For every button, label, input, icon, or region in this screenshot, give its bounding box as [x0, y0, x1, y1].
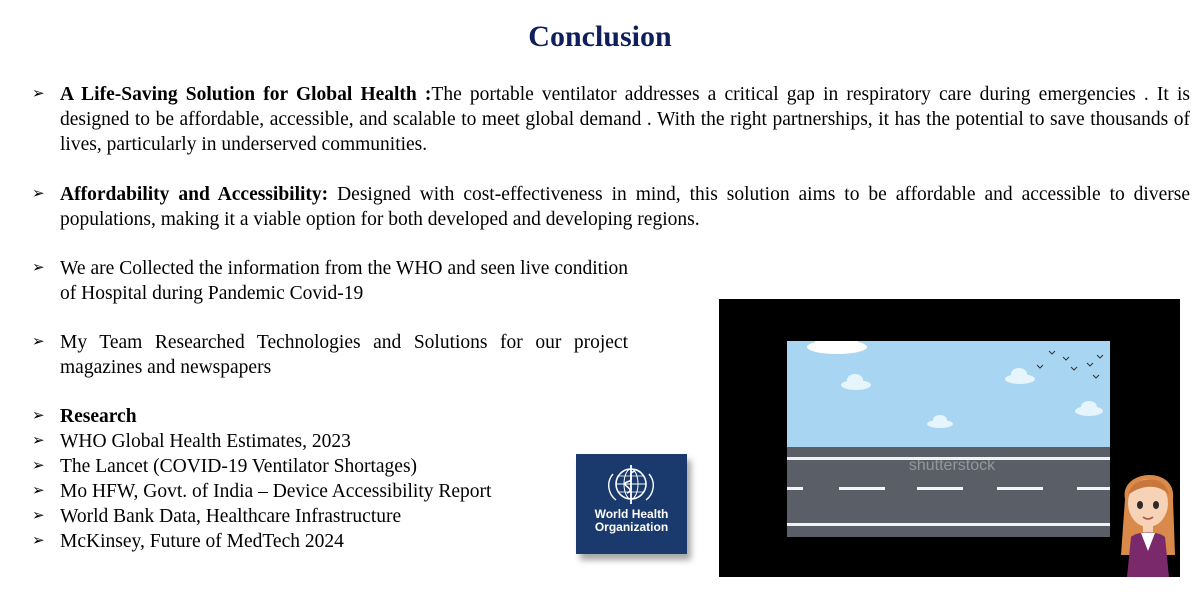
video-player[interactable]: [719, 299, 1180, 577]
bullet-life-saving: [32, 82, 1190, 157]
arrow-bullet-icon: ➢: [32, 483, 45, 499]
arrow-bullet-icon: ➢: [32, 408, 45, 424]
who-logo-text: [576, 508, 687, 534]
cartoon-girl-icon: [1117, 459, 1179, 577]
cloud-icon: [1073, 401, 1105, 417]
research-item: [32, 529, 592, 554]
arrow-bullet-icon: ➢: [32, 334, 45, 350]
animation-scene: [787, 341, 1110, 537]
road-dash: [1077, 487, 1110, 490]
bullet-heading: Affordability and Accessibility:: [60, 184, 329, 205]
research-item-text: McKinsey, Future of MedTech 2024: [60, 531, 344, 552]
research-item-text: Mo HFW, Govt. of India – Device Accessibility Report: [60, 481, 492, 502]
research-item: [32, 454, 592, 479]
road-edge-line: [787, 523, 1110, 526]
research-item: [32, 429, 592, 454]
road-dash: [917, 487, 963, 490]
research-heading: Research: [60, 406, 137, 427]
arrow-bullet-icon: ➢: [32, 260, 45, 276]
bullet-text: Designed with cost-effectiveness in mind, this solution aims to be affordable and accessible to diverse populations, making it a viable option for both developed and developing regions.: [60, 184, 1190, 230]
video-watermark: shutterstock: [908, 457, 996, 474]
birds-icon: [1027, 343, 1107, 379]
bullet-text: The portable ventilator addresses a critical gap in respiratory care during emergencies . It is designed to be affordable, accessible, and scalable to meet global demand . With the right partnerships, it has the potential to save thousands of lives, particularly in underserved communities.: [60, 84, 1191, 155]
research-list: [32, 404, 592, 554]
road-dash: [997, 487, 1043, 490]
bullet-affordability: [32, 182, 1190, 232]
research-item-text: The Lancet (COVID-19 Ventilator Shortages): [60, 456, 418, 477]
who-logo: [576, 454, 687, 554]
bullet-heading: A Life-Saving Solution for Global Health :: [60, 84, 432, 105]
research-item: [32, 504, 592, 529]
arrow-bullet-icon: ➢: [32, 433, 45, 449]
road-dash: [839, 487, 885, 490]
arrow-bullet-icon: ➢: [32, 458, 45, 474]
who-logo-line1: World Health: [594, 507, 669, 521]
bullet-who-information: [32, 256, 628, 306]
bullet-team-research: [32, 330, 628, 380]
research-heading-item: [32, 404, 592, 429]
arrow-bullet-icon: ➢: [32, 533, 45, 549]
cloud-icon: [839, 373, 873, 391]
research-item-text: WHO Global Health Estimates, 2023: [60, 431, 351, 452]
road-dash: [787, 487, 803, 490]
bullet-text: My Team Researched Technologies and Solutions for our project magazines and newspapers: [60, 332, 628, 378]
research-item: [32, 479, 592, 504]
arrow-bullet-icon: ➢: [32, 508, 45, 524]
arrow-bullet-icon: ➢: [32, 86, 45, 102]
bullet-body: [32, 82, 1190, 157]
who-emblem-icon: [604, 462, 658, 506]
cloud-icon: [925, 415, 955, 429]
cloud-icon: [805, 341, 869, 355]
arrow-bullet-icon: ➢: [32, 186, 45, 202]
bullet-body: [32, 182, 1190, 232]
research-item-text: World Bank Data, Healthcare Infrastructure: [60, 506, 402, 527]
bullet-text: We are Collected the information from the WHO and seen live condition of Hospital during Pandemic Covid-19: [60, 258, 628, 304]
slide-title: Conclusion: [528, 20, 672, 53]
who-logo-line2: Organization: [594, 520, 669, 534]
